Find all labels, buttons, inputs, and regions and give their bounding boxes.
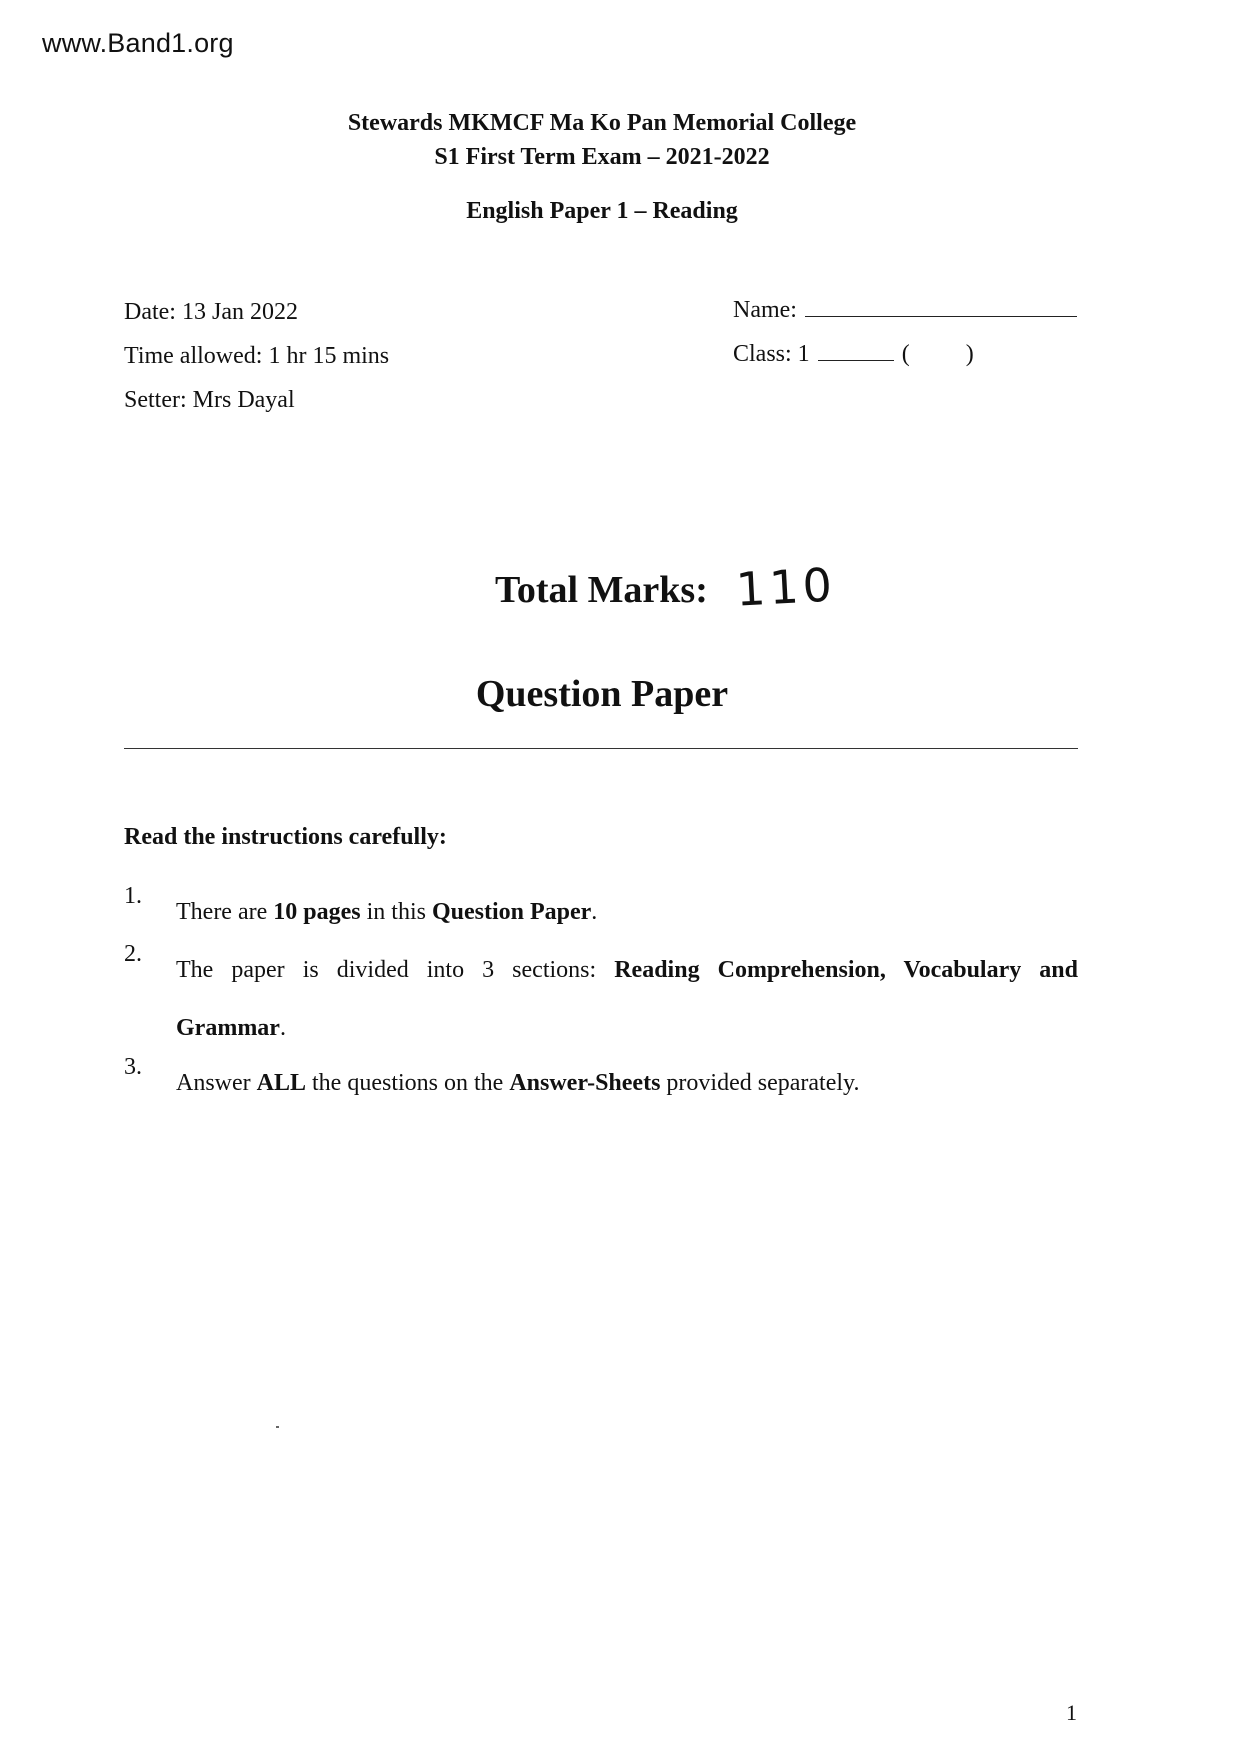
instruction-text-part: The paper is divided into 3 sections: (176, 957, 615, 983)
instruction-number: 3. (124, 1054, 142, 1080)
school-name-text: Stewards MKMCF Ma Ko Pan Memorial College (347, 110, 857, 136)
instruction-bold-text: Reading Comprehension, Vocabulary and (614, 957, 1078, 983)
exam-title (0, 140, 1204, 174)
instructions-heading: Read the instructions carefully: (124, 824, 447, 850)
instruction-item (124, 1054, 1078, 1112)
student-details (733, 288, 1077, 376)
instruction-bold-text: Question Paper (431, 899, 592, 925)
instruction-text-part: the questions on the (306, 1070, 510, 1096)
instruction-text-part: provided separately. (660, 1070, 860, 1096)
instruction-item (124, 941, 1078, 1057)
total-marks-label: Total Marks: (495, 569, 708, 611)
instruction-text-part: in this (360, 899, 432, 925)
instruction-bold-text: Answer-Sheets (509, 1070, 661, 1096)
question-paper-title: Question Paper (475, 673, 729, 715)
instruction-text (176, 941, 1078, 1057)
exam-title-text: S1 First Term Exam – 2021-2022 (434, 144, 770, 170)
class-row (733, 332, 1077, 376)
class-number-open-paren: ( (901, 341, 910, 367)
exam-date: Date: 13 Jan 2022 (124, 299, 298, 325)
instruction-text-part: . (279, 1015, 286, 1041)
instruction-text (176, 883, 1078, 941)
instruction-bold-text: ALL (256, 1070, 307, 1096)
instruction-text-part: . (591, 899, 598, 925)
watermark-url: www.Band1.org (42, 28, 234, 58)
name-label: Name: (733, 297, 797, 323)
time-allowed: Time allowed: 1 hr 15 mins (124, 343, 390, 369)
instruction-line-2 (176, 999, 1078, 1057)
instruction-item (124, 883, 1078, 941)
total-marks-handwritten-value: 110 (734, 557, 838, 617)
instruction-text-part: There are (176, 899, 274, 925)
instruction-bold-text: 10 pages (273, 899, 361, 925)
instruction-text-part: Answer (176, 1070, 257, 1096)
scan-speck (276, 1426, 279, 1428)
school-name (0, 106, 1204, 140)
class-label: Class: 1 (733, 341, 810, 367)
class-number-close-paren: ) (965, 341, 974, 367)
instruction-number: 1. (124, 883, 142, 909)
page-number: 1 (1066, 1700, 1077, 1725)
exam-details (124, 290, 389, 422)
instruction-number: 2. (124, 941, 142, 967)
setter: Setter: Mrs Dayal (124, 387, 295, 413)
name-blank-field[interactable] (805, 290, 1077, 317)
class-blank-field[interactable] (818, 334, 894, 361)
instruction-text (176, 1054, 1078, 1112)
name-row (733, 288, 1077, 332)
paper-title: English Paper 1 – Reading (466, 198, 738, 224)
horizontal-divider (124, 748, 1078, 749)
instruction-line-1 (176, 941, 1078, 999)
instruction-bold-text: Grammar (176, 1015, 280, 1041)
